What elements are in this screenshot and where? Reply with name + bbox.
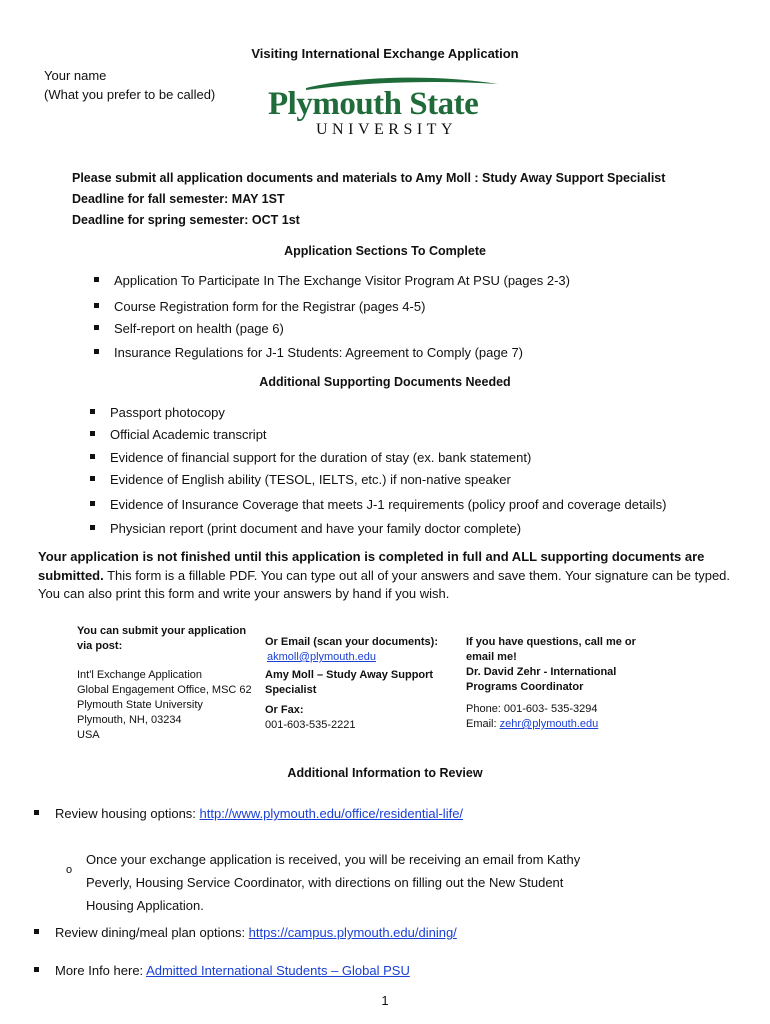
address-line: USA (77, 729, 100, 741)
bullet-icon (34, 810, 39, 815)
global-psu-link[interactable]: Admitted International Students – Global PSU (146, 963, 410, 978)
list-item: Self-report on health (page 6) (94, 321, 284, 336)
circle-bullet-icon: o (66, 864, 73, 876)
name-field-label (44, 66, 215, 104)
housing-item (34, 806, 463, 821)
bullet-icon (34, 929, 39, 934)
bullet-icon (90, 525, 95, 530)
bullet-icon (90, 476, 95, 481)
contact-name-2: Specialist (265, 684, 317, 696)
fax-heading: Or Fax: (265, 704, 304, 716)
coordinator-name-2: Programs Coordinator (466, 681, 584, 693)
page-number: 1 (381, 993, 389, 1008)
bullet-icon (90, 454, 95, 459)
your-name-label: Your name (44, 68, 107, 83)
list-item: Evidence of Insurance Coverage that meets J-1 requirements (policy proof and coverage details) (90, 497, 666, 512)
list-item: Official Academic transcript (90, 427, 267, 442)
phone-number: Phone: 001-603- 535-3294 (466, 703, 598, 715)
spring-deadline: Deadline for spring semester: OCT 1st (72, 213, 300, 227)
bullet-icon (94, 349, 99, 354)
questions-heading-2: email me! (466, 651, 517, 663)
bullet-icon (94, 277, 99, 282)
logo-university: UNIVERSITY (316, 121, 457, 138)
bullet-icon (34, 967, 39, 972)
list-item: Application To Participate In The Exchange Visitor Program At PSU (pages 2-3) (94, 273, 570, 288)
questions-heading-1: If you have questions, call me or (466, 636, 636, 648)
post-contact (77, 624, 262, 743)
logo-wordmark: Plymouth State (268, 86, 479, 122)
bullet-icon (90, 431, 95, 436)
questions-contact (466, 635, 666, 732)
bullet-icon (90, 409, 95, 414)
coordinator-email-link[interactable]: zehr@plymouth.edu (499, 718, 599, 730)
address-line: Global Engagement Office, MSC 62 (77, 684, 252, 696)
dining-item (34, 925, 457, 940)
supporting-heading: Additional Supporting Documents Needed (259, 375, 511, 389)
list-item: Passport photocopy (90, 405, 225, 420)
fall-deadline: Deadline for fall semester: MAY 1ST (72, 192, 285, 206)
list-item: Evidence of financial support for the duration of stay (ex. bank statement) (90, 450, 531, 465)
address-line: Int'l Exchange Application (77, 669, 203, 681)
completion-notice (38, 548, 738, 604)
preferred-name-hint: (What you prefer to be called) (44, 87, 216, 102)
bullet-icon (94, 303, 99, 308)
bullet-icon (90, 501, 95, 506)
address-line: Plymouth, NH, 03234 (77, 714, 182, 726)
email-link[interactable]: akmoll@plymouth.edu (267, 651, 376, 663)
notice-text: This form is a fillable PDF. You can type out all of your answers and save them. Your signature can be typed. You can also print this form and write your answers by hand if you wish. (38, 567, 731, 601)
email-label: Email: (466, 718, 500, 730)
housing-note: Once your exchange application is received, you will be receiving an email from Kathy Peverly, Housing Service Coordinator, with directions on filling out the New Student Housing Application. (86, 852, 581, 913)
list-item: Course Registration form for the Registrar (pages 4-5) (94, 299, 425, 314)
more-info-item (34, 963, 410, 978)
sections-heading: Application Sections To Complete (284, 244, 486, 258)
submit-to-line: Please submit all application documents and materials to Amy Moll : Study Away Support Specialist (72, 171, 666, 185)
list-item: Evidence of English ability (TESOL, IELTS, etc.) if non-native speaker (90, 472, 511, 487)
contact-name-1: Amy Moll – Study Away Support (265, 669, 434, 681)
page-title: Visiting International Exchange Application (251, 46, 519, 61)
submission-instructions (72, 168, 665, 231)
post-heading-2: via post: (77, 640, 123, 652)
dining-label: Review dining/meal plan options: (55, 925, 249, 940)
additional-heading: Additional Information to Review (287, 766, 483, 780)
email-contact (265, 635, 455, 733)
list-item: Physician report (print document and have your family doctor complete) (90, 521, 521, 536)
post-heading-1: You can submit your application (77, 625, 247, 637)
plymouth-state-logo (266, 74, 506, 140)
dining-link[interactable]: https://campus.plymouth.edu/dining/ (248, 925, 457, 940)
address-line: Plymouth State University (77, 699, 203, 711)
notice-bold: Your application is not finished until this application is completed in full and ALL supporting documents are submitted. (38, 549, 705, 583)
email-heading: Or Email (scan your documents): (265, 636, 438, 648)
housing-label: Review housing options: (55, 806, 200, 821)
list-item: Insurance Regulations for J-1 Students: Agreement to Comply (page 7) (94, 345, 523, 360)
more-info-label: More Info here: (55, 963, 147, 978)
coordinator-name-1: Dr. David Zehr - International (466, 666, 617, 678)
fax-number: 001-603-535-2221 (265, 719, 356, 731)
housing-link[interactable]: http://www.plymouth.edu/office/residential-life/ (199, 806, 464, 821)
bullet-icon (94, 325, 99, 330)
